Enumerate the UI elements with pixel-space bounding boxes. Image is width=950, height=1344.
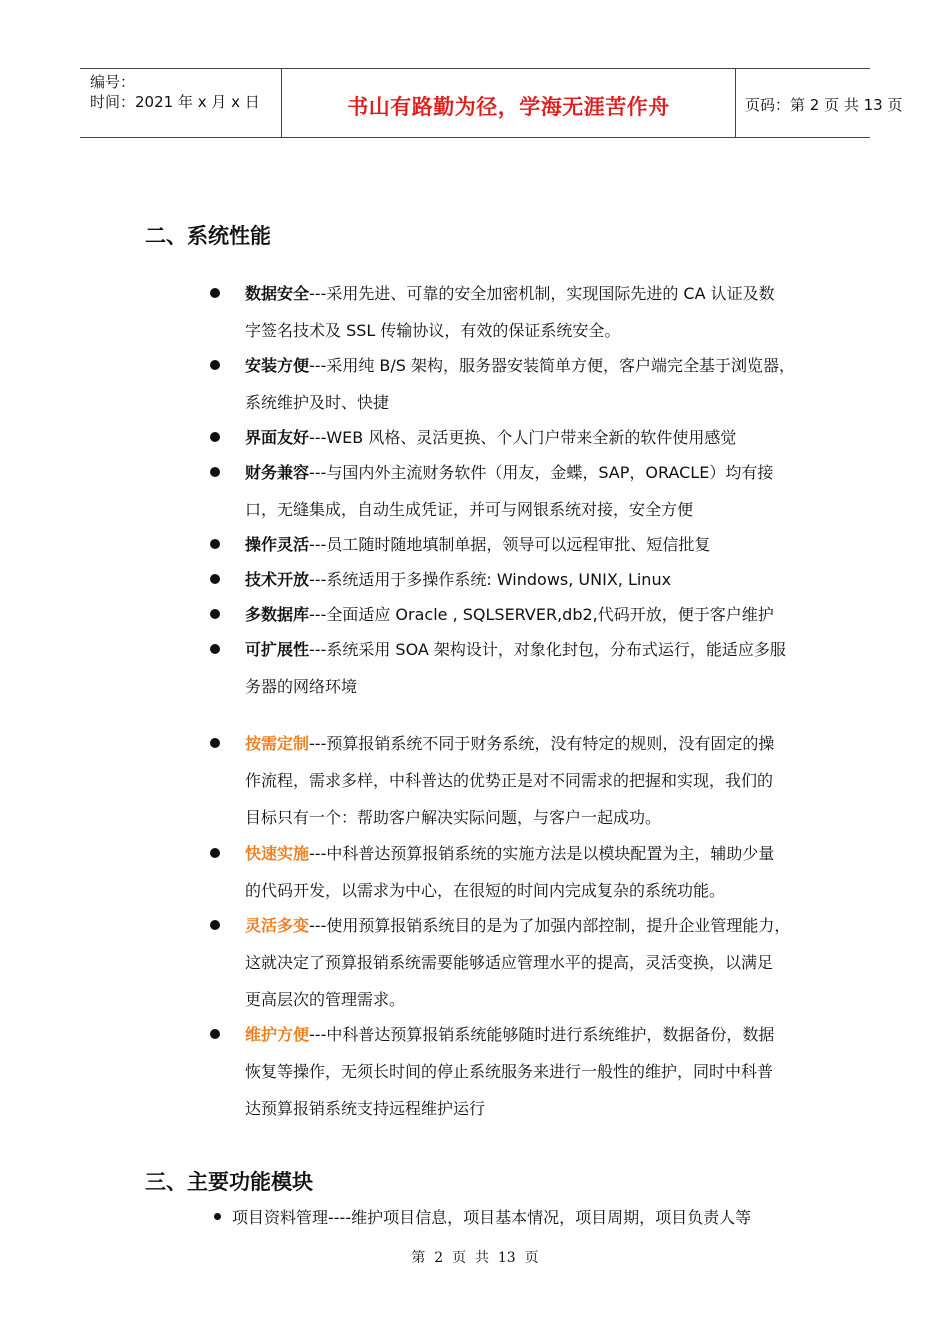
module-item-text: 项目资料管理----维护项目信息，项目基本情况，项目周期，项目负责人等 — [232, 1208, 752, 1227]
performance-item-line: 使用预算报销系统目的是为了加强内部控制，提升企业管理能力， — [326, 916, 791, 935]
bullet-icon — [210, 738, 220, 748]
header-page-info: 页码：第 2 页 共 13 页 — [745, 96, 903, 114]
performance-item-text — [245, 835, 810, 909]
performance-item-line: 员工随时随地填制单据，领导可以远程审批、短信批复 — [326, 535, 711, 554]
performance-item-line: 系统维护及时、快捷 — [245, 393, 390, 412]
performance-item-line: 预算报销系统不同于财务系统，没有特定的规则，没有固定的操 — [326, 734, 775, 753]
bullet-icon — [210, 1029, 220, 1039]
performance-keyword: 灵活多变 — [245, 916, 310, 935]
keyword-separator: --- — [309, 640, 327, 659]
performance-keyword: 操作灵活 — [245, 535, 310, 554]
keyword-separator: --- — [309, 284, 327, 303]
performance-keyword: 数据安全 — [245, 284, 310, 303]
keyword-separator: --- — [309, 428, 327, 447]
keyword-separator: --- — [309, 535, 327, 554]
keyword-separator: --- — [309, 356, 327, 375]
bullet-icon — [210, 848, 220, 858]
document-date: 时间：2021 年 x 月 x 日 — [90, 93, 260, 111]
bullet-icon — [210, 609, 220, 619]
bullet-icon — [210, 432, 220, 442]
performance-item-line: WEB 风格、灵活更换、个人门户带来全新的软件使用感觉 — [326, 428, 737, 447]
performance-item-text — [245, 347, 810, 421]
performance-item-line: 务器的网络环境 — [245, 677, 358, 696]
keyword-separator: --- — [309, 916, 327, 935]
performance-item-line: 达预算报销系统支持远程维护运行 — [245, 1099, 486, 1118]
performance-keyword: 技术开放 — [245, 570, 310, 589]
performance-item-line: 作流程，需求多样，中科普达的优势正是对不同需求的把握和实现，我们的 — [245, 771, 774, 790]
performance-item-text — [245, 561, 810, 598]
performance-item-line: 字签名技术及 SSL 传输协议，有效的保证系统安全。 — [245, 321, 621, 340]
performance-item-text — [245, 419, 810, 456]
module-list-item — [214, 1205, 814, 1228]
performance-item-line: 与国内外主流财务软件（用友，金蝶，SAP，ORACLE）均有接 — [326, 463, 774, 482]
performance-item-line: 口，无缝集成，自动生成凭证，并可与网银系统对接，安全方便 — [245, 500, 694, 519]
performance-keyword: 维护方便 — [245, 1025, 310, 1044]
performance-item-text — [245, 454, 810, 528]
performance-item-line: 更高层次的管理需求。 — [245, 990, 406, 1009]
performance-item-line: 全面适应 Oracle , SQLSERVER,db2,代码开放，便于客户维护 — [326, 605, 774, 624]
performance-keyword: 快速实施 — [245, 844, 310, 863]
performance-item-text — [245, 526, 810, 563]
performance-item-line: 采用纯 B/S 架构，服务器安装简单方便，客户端完全基于浏览器， — [326, 356, 796, 375]
bullet-icon — [214, 1213, 221, 1220]
header-meta-cell — [80, 69, 281, 137]
performance-item-line: 采用先进、可靠的安全加密机制，实现国际先进的 CA 认证及数 — [326, 284, 775, 303]
performance-keyword: 多数据库 — [245, 605, 310, 624]
section-heading-performance: 二、系统性能 — [145, 224, 271, 248]
performance-item-text — [245, 1016, 810, 1127]
keyword-separator: --- — [309, 605, 327, 624]
performance-item-line: 的代码开发，以需求为中心，在很短的时间内完成复杂的系统功能。 — [245, 881, 726, 900]
bullet-icon — [210, 539, 220, 549]
performance-keyword: 财务兼容 — [245, 463, 310, 482]
keyword-separator: --- — [309, 463, 327, 482]
performance-keyword: 界面友好 — [245, 428, 310, 447]
document-header — [80, 68, 903, 138]
performance-item-text — [245, 631, 810, 705]
header-motto-cell — [281, 69, 736, 137]
performance-item-text — [245, 725, 810, 836]
performance-keyword: 安装方便 — [245, 356, 310, 375]
header-page-cell — [735, 69, 903, 137]
section-heading-modules: 三、主要功能模块 — [145, 1170, 313, 1194]
performance-item-line: 中科普达预算报销系统能够随时进行系统维护，数据备份，数据 — [326, 1025, 775, 1044]
performance-item-line: 恢复等操作，无须长时间的停止系统服务来进行一般性的维护，同时中科普 — [245, 1062, 774, 1081]
bullet-icon — [210, 644, 220, 654]
bullet-icon — [210, 288, 220, 298]
performance-item-line: 中科普达预算报销系统的实施方法是以模块配置为主，辅助少量 — [326, 844, 775, 863]
performance-keyword: 按需定制 — [245, 734, 310, 753]
keyword-separator: --- — [309, 734, 327, 753]
keyword-separator: --- — [309, 570, 327, 589]
performance-item-line: 目标只有一个：帮助客户解决实际问题，与客户一起成功。 — [245, 808, 662, 827]
bullet-icon — [210, 574, 220, 584]
performance-item-line: 这就决定了预算报销系统需要能够适应管理水平的提高，灵活变换，以满足 — [245, 953, 774, 972]
performance-item-text — [245, 275, 810, 349]
keyword-separator: --- — [309, 1025, 327, 1044]
keyword-separator: --- — [309, 844, 327, 863]
performance-item-line: 系统采用 SOA 架构设计，对象化封包，分布式运行，能适应多服 — [326, 640, 786, 659]
bullet-icon — [210, 467, 220, 477]
performance-item-text — [245, 596, 810, 633]
document-number-label: 编号： — [90, 73, 136, 91]
bullet-icon — [210, 920, 220, 930]
performance-keyword: 可扩展性 — [245, 640, 310, 659]
performance-item-text — [245, 907, 810, 1018]
page-footer: 第 2 页 共 13 页 — [411, 1250, 539, 1266]
performance-item-line: 系统适用于多操作系统: Windows, UNIX, Linux — [326, 570, 672, 589]
bullet-icon — [210, 360, 220, 370]
header-motto: 书山有路勤为径，学海无涯苦作舟 — [347, 95, 670, 119]
